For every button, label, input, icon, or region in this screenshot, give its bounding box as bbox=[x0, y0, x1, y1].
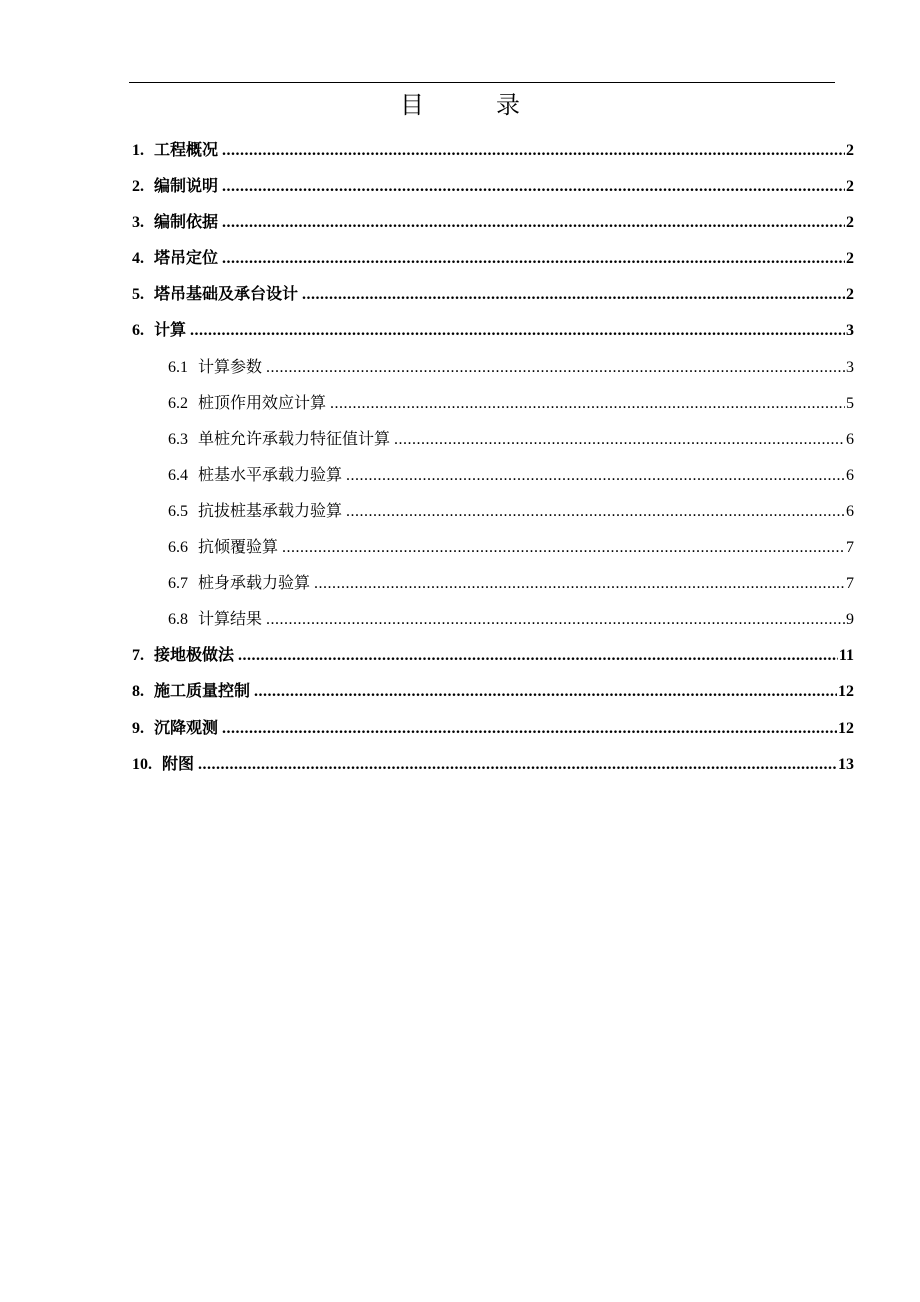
toc-entry[interactable] bbox=[132, 601, 854, 637]
toc-leader-dots bbox=[222, 169, 845, 204]
toc-entry-number: 6. bbox=[132, 322, 144, 340]
toc-entry-number: 6.5 bbox=[168, 502, 188, 520]
toc-entry-label: 计算参数 bbox=[198, 356, 263, 376]
toc-entry-page: 7 bbox=[846, 539, 854, 557]
toc-leader-dots bbox=[198, 747, 837, 782]
toc-entry-page: 2 bbox=[846, 214, 854, 232]
toc-entry-page: 6 bbox=[846, 466, 854, 484]
toc-entry-label: 桩顶作用效应计算 bbox=[198, 392, 327, 412]
toc-entry-label: 抗倾覆验算 bbox=[198, 537, 279, 557]
toc-entry-page: 2 bbox=[846, 250, 854, 268]
page-title: 目 录 bbox=[400, 91, 544, 119]
toc-entry-page: 11 bbox=[838, 647, 854, 665]
toc-entry-page: 9 bbox=[846, 611, 854, 629]
toc-entry-page: 5 bbox=[846, 394, 854, 412]
toc-entry[interactable] bbox=[132, 240, 854, 276]
toc-entry[interactable] bbox=[132, 349, 854, 385]
toc-entry-page: 6 bbox=[846, 430, 854, 448]
toc-entry-label: 附图 bbox=[162, 753, 195, 773]
toc-leader-dots bbox=[222, 205, 845, 240]
toc-entry-number: 7. bbox=[132, 647, 144, 665]
toc-entry-label: 沉降观测 bbox=[154, 717, 219, 737]
toc-entry-number: 6.1 bbox=[168, 358, 188, 376]
toc-entry-page: 2 bbox=[846, 142, 854, 159]
toc-entry-page: 6 bbox=[846, 502, 854, 520]
toc-leader-dots bbox=[222, 711, 837, 746]
toc-entry[interactable] bbox=[132, 565, 854, 601]
toc-entry[interactable] bbox=[132, 276, 854, 312]
toc-entry-label: 单桩允许承载力特征值计算 bbox=[198, 428, 391, 448]
toc-entry-label: 计算结果 bbox=[198, 609, 263, 629]
toc-entry[interactable] bbox=[132, 710, 854, 746]
toc-entry-number: 8. bbox=[132, 683, 144, 701]
toc-entry-page: 13 bbox=[838, 755, 854, 773]
toc-entry[interactable] bbox=[132, 312, 854, 348]
toc-leader-dots bbox=[222, 133, 845, 168]
toc-entry[interactable] bbox=[132, 746, 854, 782]
toc-entry-number: 6.3 bbox=[168, 430, 188, 448]
toc-entry[interactable] bbox=[132, 168, 854, 204]
table-of-contents bbox=[132, 132, 854, 782]
toc-entry-number: 6.7 bbox=[168, 575, 188, 593]
toc-leader-dots bbox=[222, 241, 845, 276]
header-rule bbox=[129, 82, 835, 83]
toc-entry-number: 6.8 bbox=[168, 611, 188, 629]
toc-entry-page: 12 bbox=[838, 683, 854, 701]
toc-leader-dots bbox=[346, 458, 845, 493]
toc-entry[interactable] bbox=[132, 637, 854, 673]
toc-leader-dots bbox=[330, 386, 845, 421]
toc-entry-label: 编制依据 bbox=[154, 212, 219, 232]
toc-entry-number: 6.2 bbox=[168, 394, 188, 412]
toc-leader-dots bbox=[190, 313, 845, 348]
toc-entry-label: 塔吊基础及承台设计 bbox=[154, 284, 299, 304]
toc-entry-label: 工程概况 bbox=[154, 140, 219, 159]
toc-entry-page: 2 bbox=[846, 286, 854, 304]
toc-entry-page: 3 bbox=[846, 322, 854, 340]
toc-entry-page: 7 bbox=[846, 575, 854, 593]
toc-entry-number: 5. bbox=[132, 286, 144, 304]
toc-entry-label: 塔吊定位 bbox=[154, 248, 219, 268]
toc-entry[interactable] bbox=[132, 457, 854, 493]
toc-entry[interactable] bbox=[132, 385, 854, 421]
toc-leader-dots bbox=[302, 277, 845, 312]
toc-leader-dots bbox=[282, 530, 845, 565]
toc-leader-dots bbox=[266, 350, 845, 385]
toc-entry[interactable] bbox=[132, 493, 854, 529]
toc-entry[interactable] bbox=[132, 673, 854, 709]
toc-entry-label: 抗拔桩基承载力验算 bbox=[198, 500, 343, 520]
toc-entry-page: 12 bbox=[838, 719, 854, 737]
toc-entry-page: 3 bbox=[846, 358, 854, 376]
toc-entry-number: 4. bbox=[132, 250, 144, 268]
toc-entry-label: 编制说明 bbox=[154, 176, 219, 196]
toc-entry-number: 6.6 bbox=[168, 539, 188, 557]
toc-entry-label: 施工质量控制 bbox=[154, 681, 251, 701]
toc-leader-dots bbox=[394, 422, 845, 457]
toc-entry-number: 10. bbox=[132, 755, 152, 773]
toc-leader-dots bbox=[238, 638, 838, 673]
toc-entry[interactable] bbox=[132, 529, 854, 565]
toc-entry-label: 计算 bbox=[154, 320, 187, 340]
toc-leader-dots bbox=[254, 674, 837, 709]
toc-entry[interactable] bbox=[132, 132, 854, 168]
toc-leader-dots bbox=[314, 566, 845, 601]
toc-entry-number: 2. bbox=[132, 178, 144, 196]
toc-entry[interactable] bbox=[132, 421, 854, 457]
toc-entry-number: 9. bbox=[132, 719, 144, 737]
toc-leader-dots bbox=[266, 602, 845, 637]
toc-entry-number: 1. bbox=[132, 142, 144, 159]
toc-entry-page: 2 bbox=[846, 178, 854, 196]
toc-entry-label: 桩身承载力验算 bbox=[198, 573, 311, 593]
toc-entry[interactable] bbox=[132, 204, 854, 240]
toc-entry-label: 接地极做法 bbox=[154, 645, 235, 665]
toc-entry-label: 桩基水平承载力验算 bbox=[198, 464, 343, 484]
toc-leader-dots bbox=[346, 494, 845, 529]
toc-entry-number: 3. bbox=[132, 214, 144, 232]
toc-entry-number: 6.4 bbox=[168, 466, 188, 484]
